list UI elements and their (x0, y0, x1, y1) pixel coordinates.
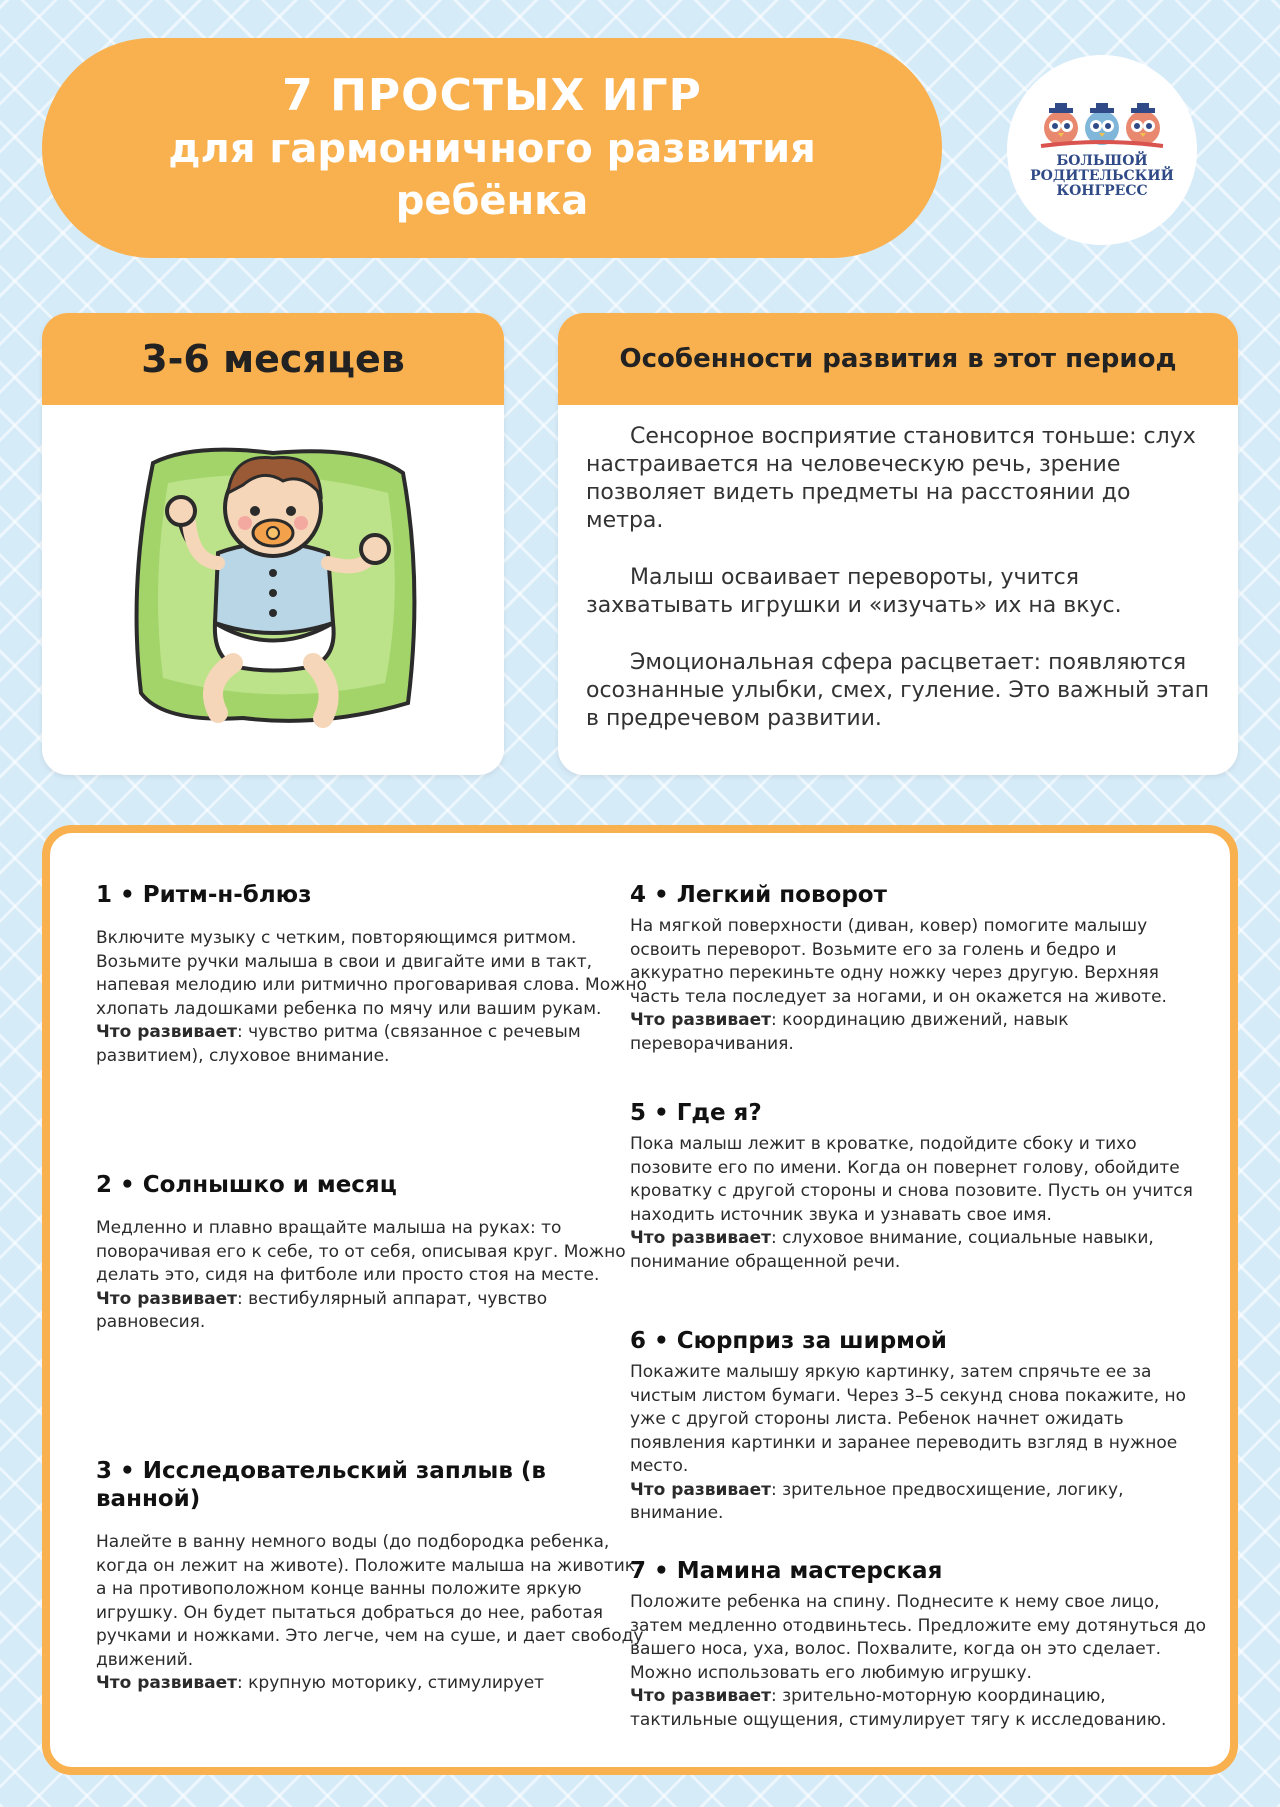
game-title: 3 • Исследовательский заплыв (в ванной) (96, 1458, 546, 1512)
title-line-3: ребёнка (395, 178, 589, 224)
develops-value: чувство ритма (связанное с речевым развитием), слуховое внимание. (96, 1022, 581, 1066)
develops-value: слуховое внимание, социальные навыки, понимание обращенной речи. (630, 1228, 1154, 1272)
game-title: 5 • Где я? (630, 1100, 762, 1126)
age-title: 3-6 месяцев (42, 313, 504, 405)
game-4: 4 • Легкий поворот На мягкой поверхности (диван, ковер) помогите малышу освоить переворот. Возьмите его за голень и бедро и аккуратно перекиньте одну ножку через другую. Верхняя часть тела последует за ногами, и он окажется на животе. Что развивает: координацию движений, навык переворачивания. (630, 881, 1210, 1056)
features-card (558, 313, 1238, 775)
game-3: 3 • Исследовательский заплыв (в ванной) Налейте в ванну немного воды (до подбородка ребенка, когда он лежит на животе). Положите малыша на животик, а на противоположном конце ванны положите яркую игрушку. Он будет пытаться добраться до нее, работая ручками и ножками. Это легче, чем на суше, и дает свободу движений. Что развивает: крупную моторику, стимулирует (96, 1457, 656, 1696)
game-title: 6 • Сюрприз за ширмой (630, 1328, 947, 1354)
title-line-2: для гармоничного развития (168, 126, 816, 172)
develops-label: Что развивает (96, 1673, 237, 1693)
features-title: Особенности развития в этот период (558, 313, 1238, 405)
game-description: Пока малыш лежит в кроватке, подойдите сбоку и тихо позовите его по имени. Когда он повернет голову, обойдите кроватку с другой стороны и снова позовите. Пусть он учится находить источник звука и узнавать свое имя. (630, 1134, 1193, 1225)
game-1: 1 • Ритм-н-блюз Включите музыку с четким, повторяющимся ритмом. Возьмите ручки малыша в свои и двигайте ими в такт, напевая мелодию или ритмично проговаривая слова. Можно хлопать ладошками ребенка по мячу или вашим рукам. Что развивает: чувство ритма (связанное с речевым развитием), слуховое внимание. (96, 881, 656, 1068)
congress-logo (1007, 55, 1197, 245)
game-title: 4 • Легкий поворот (630, 882, 887, 908)
game-description: Медленно и плавно вращайте малыша на руках: то поворачивая его к себе, то от себя, описывая круг. Можно делать это, сидя на фитболе или просто стоя на месте. (96, 1218, 626, 1285)
feature-item: • Эмоциональная сфера расцветает: появляются осознанные улыбки, смех, гуление. Это важный этап в предречевом развитии. (586, 649, 1210, 733)
game-6: 6 • Сюрприз за ширмой Покажите малышу яркую картинку, затем спрячьте ее за чистым листом бумаги. Через 3–5 секунд снова покажите, но уже с другой стороны листа. Ребенок начнет ожидать появления картинки и заранее переводить взгляд в нужное место. Что развивает: зрительное предвосхищение, логику, внимание. (630, 1327, 1210, 1526)
owls-icon (1037, 102, 1167, 148)
game-7: 7 • Мамина мастерская Положите ребенка на спину. Поднесите к нему свое лицо, затем медленно отодвиньтесь. Предложите ему дотянуться до вашего носа, уха, волос. Похвалите, когда он это сделает. Можно использовать его любимую игрушку. Что развивает: зрительно-моторную координацию, тактильные ощущения, стимулирует тягу к исследованию. (630, 1557, 1210, 1732)
features-list (558, 405, 1238, 733)
develops-label: Что развивает (96, 1288, 237, 1309)
game-title: 1 • Ритм-н-блюз (96, 882, 312, 908)
game-description: Покажите малышу яркую картинку, затем спрячьте ее за чистым листом бумаги. Через 3–5 секунд снова покажите, но уже с другой стороны листа. Ребенок начнет ожидать появления картинки и заранее переводить взгляд в нужное место. (630, 1362, 1187, 1476)
develops-value: крупную моторику, стимулирует (248, 1673, 545, 1693)
develops-value: вестибулярный аппарат, чувство равновесия. (96, 1288, 548, 1332)
develops-label: Что развивает (630, 1010, 771, 1030)
game-description: Налейте в ванну немного воды (до подбородка ребенка, когда он лежит на животе). Положите малыша на животик, а на противоположном конце ванны положите яркую игрушку. Он будет пытаться добраться до нее, работая ручками и ножками. Это легче, чем на суше, и дает свободу движений. (96, 1532, 644, 1670)
game-description: Положите ребенка на спину. Поднесите к нему свое лицо, затем медленно отодвиньтесь. Предложите ему дотянуться до вашего носа, уха, волос. Похвалите, когда он это сделает. Можно использовать его любимую игрушку. (630, 1592, 1207, 1683)
title-line-1: 7 ПРОСТЫХ ИГР (282, 70, 702, 121)
game-title: 2 • Солнышко и месяц (96, 1172, 397, 1198)
develops-value: зрительно-моторную координацию, тактильные ощущения, стимулирует тягу к исследованию. (630, 1686, 1167, 1730)
title-banner (42, 38, 942, 258)
develops-label: Что развивает (630, 1479, 771, 1500)
baby-illustration (123, 423, 423, 743)
develops-label: Что развивает (630, 1686, 771, 1706)
develops-value: координацию движений, навык переворачивания. (630, 1010, 1069, 1054)
game-title: 7 • Мамина мастерская (630, 1558, 943, 1584)
develops-label: Что развивает (630, 1228, 771, 1248)
game-2: 2 • Солнышко и месяц Медленно и плавно вращайте малыша на руках: то поворачивая его к себе, то от себя, описывая круг. Можно делать это, сидя на фитболе или просто стоя на месте. Что развивает: вестибулярный аппарат, чувство равновесия. (96, 1171, 656, 1335)
game-5: 5 • Где я? Пока малыш лежит в кроватке, подойдите сбоку и тихо позовите его по имени. Когда он повернет голову, обойдите кроватку с другой стороны и снова позовите. Пусть он учится находить источник звука и узнавать свое имя. Что развивает: слуховое внимание, социальные навыки, понимание обращенной речи. (630, 1099, 1210, 1274)
develops-value: зрительное предвосхищение, логику, внимание. (630, 1479, 1124, 1523)
age-card (42, 313, 504, 775)
game-description: Включите музыку с четким, повторяющимся ритмом. Возьмите ручки малыша в свои и двигайте ими в такт, напевая мелодию или ритмично проговаривая слова. Можно хлопать ладошками ребенка по мячу или вашим рукам. (96, 928, 647, 1019)
feature-item: • Сенсорное восприятие становится тоньше: слух настраивается на человеческую речь, зрение позволяет видеть предметы на расстоянии до метра. (586, 423, 1210, 535)
logo-text: БОЛЬШОЙ РОДИТЕЛЬСКИЙ КОНГРЕСС (1030, 152, 1174, 199)
feature-item: • Малыш осваивает перевороты, учится захватывать игрушки и «изучать» их на вкус. (586, 564, 1210, 620)
game-description: На мягкой поверхности (диван, ковер) помогите малышу освоить переворот. Возьмите его за голень и бедро и аккуратно перекиньте одну ножку через другую. Верхняя часть тела последует за ногами, и он окажется на животе. (630, 916, 1167, 1007)
develops-label: Что развивает (96, 1022, 237, 1042)
games-card (42, 825, 1238, 1775)
